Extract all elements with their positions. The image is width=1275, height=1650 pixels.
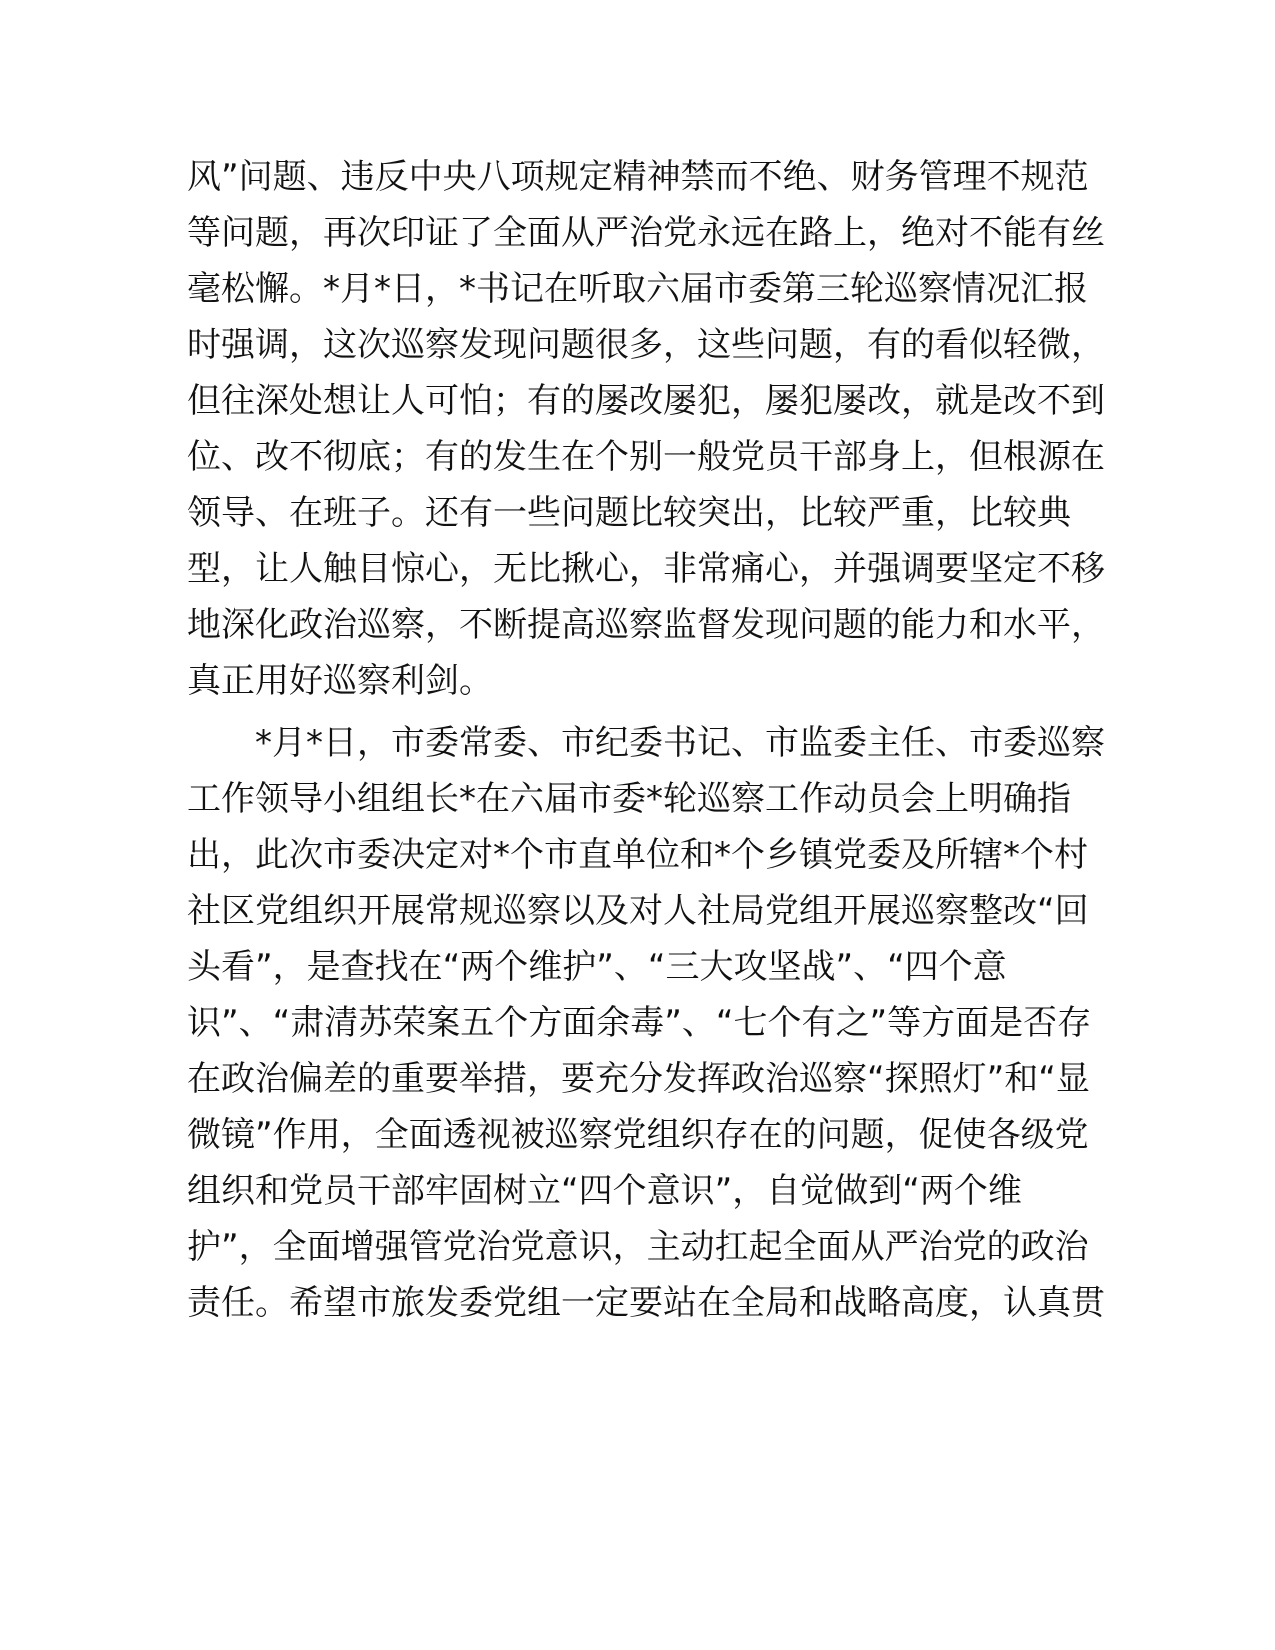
paragraph-line: 工作领导小组组长*在六届市委*轮巡察工作动员会上明确指 — [187, 779, 1071, 819]
paragraph-line: 护”，全面增强管党治党意识，主动扛起全面从严治党的政治 — [187, 1227, 1089, 1267]
paragraph-line: 出，此次市委决定对*个市直单位和*个乡镇党委及所辖*个村 — [187, 835, 1088, 875]
paragraph-line: 型，让人触目惊心，无比揪心，非常痛心，并强调要坚定不移 — [187, 549, 1105, 589]
paragraph-line: 责任。希望市旅发委党组一定要站在全局和战略高度，认真贯 — [187, 1283, 1105, 1323]
paragraph-line: 社区党组织开展常规巡察以及对人社局党组开展巡察整改“回 — [187, 891, 1089, 931]
paragraph-line: *月*日，市委常委、市纪委书记、市监委主任、市委巡察 — [255, 723, 1105, 763]
paragraph-line: 头看”，是查找在“两个维护”、“三大攻坚战”、“四个意 — [187, 947, 1007, 987]
paragraph-line: 时强调，这次巡察发现问题很多，这些问题，有的看似轻微， — [187, 325, 1105, 365]
paragraph-2 — [187, 714, 1105, 1354]
paragraph-line: 但往深处想让人可怕；有的屡改屡犯，屡犯屡改，就是改不到 — [187, 381, 1105, 421]
paragraph-line: 组织和党员干部牢固树立“四个意识”，自觉做到“两个维 — [187, 1171, 1022, 1211]
paragraph-line: 识”、“肃清苏荣案五个方面余毒”、“七个有之”等方面是否存 — [187, 1003, 1092, 1043]
paragraph-line: 微镜”作用，全面透视被巡察党组织存在的问题，促使各级党 — [187, 1115, 1089, 1155]
paragraph-1 — [187, 148, 1105, 728]
paragraph-line: 领导、在班子。还有一些问题比较突出，比较严重，比较典 — [187, 493, 1071, 533]
paragraph-line: 真正用好巡察利剑。 — [187, 661, 493, 701]
paragraph-line: 等问题，再次印证了全面从严治党永远在路上，绝对不能有丝 — [187, 213, 1105, 253]
paragraph-line: 在政治偏差的重要举措，要充分发挥政治巡察“探照灯”和“显 — [187, 1059, 1090, 1099]
paragraph-line: 位、改不彻底；有的发生在个别一般党员干部身上，但根源在 — [187, 437, 1105, 477]
paragraph-line: 毫松懈。*月*日，*书记在听取六届市委第三轮巡察情况汇报 — [187, 269, 1088, 309]
paragraph-line: 风”问题、违反中央八项规定精神禁而不绝、财务管理不规范 — [187, 157, 1089, 197]
paragraph-line: 地深化政治巡察，不断提高巡察监督发现问题的能力和水平， — [187, 605, 1105, 645]
